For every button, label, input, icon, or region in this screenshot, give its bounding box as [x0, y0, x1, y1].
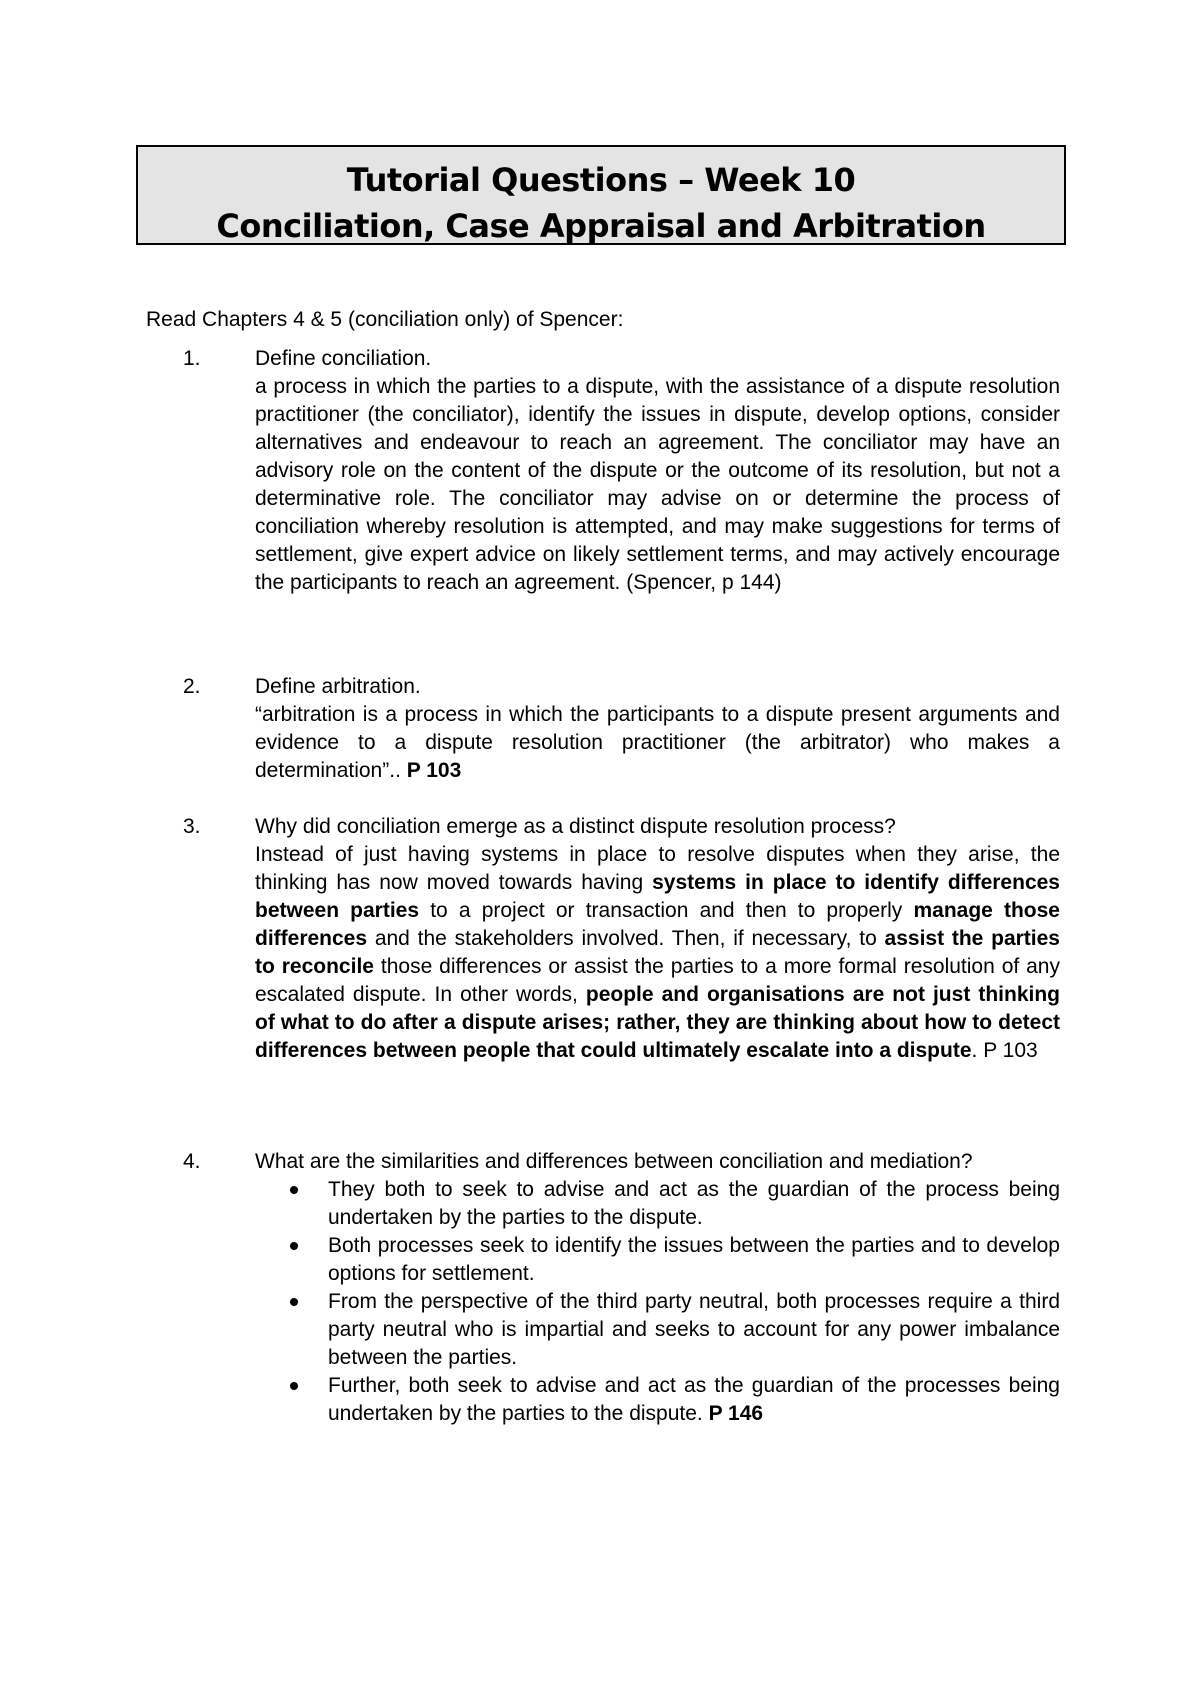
list-item [255, 1176, 1060, 1232]
question-text: Why did conciliation emerge as a distinct dispute resolution process? [255, 815, 896, 838]
answer-part: Instead of just having systems in place to resolve disputes when they arise, the thinking has now moved towards having [255, 843, 1060, 894]
answer-part: and the stakeholders involved. Then, if necessary, to [374, 927, 877, 950]
answer-text: a process in which the parties to a dispute, with the assistance of a dispute resolution practitioner (the conciliator), identify the issues in dispute, develop options, consider alternatives and endeavour to reach an agreement. The conciliator may have an advisory role on the content of the dispute or the outcome of its resolution, but not a determinative role. The conciliator may advise on or determine the process of conciliation whereby resolution is attempted, and may make suggestions for terms of settlement, give expert advice on likely settlement terms, and may actively encourage the participants to reach an agreement. (Spencer, p 144) [255, 375, 1060, 594]
answer-emphasis: systems in place to identify differences between parties [255, 871, 1060, 922]
question-body [255, 1148, 1060, 1428]
list-item [255, 1232, 1060, 1288]
answer-quote: “arbitration is a process in which the participants to a dispute present arguments and evidence to a dispute resolution practitioner (the arbitrator) who makes a determination”.. [255, 703, 1060, 782]
bullet-list [255, 1176, 1060, 1428]
title-line-1: Tutorial Questions – Week 10 [346, 161, 856, 199]
question-number: 2. [183, 675, 201, 698]
list-item-text: Further, both seek to advise and act as the guardian of the processes being undertaken by the parties to the dispute. [328, 1374, 1060, 1425]
question-number: 3. [183, 815, 201, 838]
answer-text [255, 841, 1060, 1065]
list-item-text: Both processes seek to identify the issues between the parties and to develop options for settlement. [328, 1234, 1060, 1285]
question-body [255, 813, 1060, 1065]
list-item [255, 1288, 1060, 1372]
bullet-icon [290, 1382, 298, 1390]
intro-text: Read Chapters 4 & 5 (conciliation only) of Spencer: [146, 308, 624, 331]
question-text: What are the similarities and differences between conciliation and mediation? [255, 1150, 973, 1173]
bullet-icon [290, 1186, 298, 1194]
question-text: Define arbitration. [255, 675, 421, 698]
answer-part: to a project or transaction and then to properly [430, 899, 903, 922]
bullet-icon [290, 1242, 298, 1250]
page-reference: P 146 [708, 1402, 764, 1425]
answer-part: those differences or assist the parties to a more formal resolution of any escalated dispute. In other words, [255, 955, 1060, 1006]
page-reference: P 103 [983, 1039, 1038, 1062]
list-item-text: They both to seek to advise and act as the guardian of the process being undertaken by the parties to the dispute. [328, 1178, 1060, 1229]
question-body [255, 345, 1060, 597]
answer-text [255, 701, 1060, 785]
answer-emphasis: assist the parties to reconcile [255, 927, 1060, 978]
list-item [255, 1372, 1060, 1428]
answer-emphasis: people and organisations are not just thinking of what to do after a dispute arises; rather, they are thinking about how to detect differences between people that could ultimately escalate into a dispute [255, 983, 1060, 1062]
answer-emphasis: manage those differences [255, 899, 1060, 950]
answer-part: . [971, 1039, 978, 1062]
question-text: Define conciliation. [255, 347, 432, 370]
question-number: 4. [183, 1150, 201, 1173]
bullet-icon [290, 1298, 298, 1306]
title-line-2: Conciliation, Case Appraisal and Arbitration [216, 207, 986, 245]
list-item-text: From the perspective of the third party neutral, both processes require a third party neutral who is impartial and seeks to account for any power imbalance between the parties. [328, 1290, 1060, 1369]
question-body [255, 673, 1060, 785]
page-reference: P 103 [406, 759, 462, 782]
title-box [136, 145, 1066, 245]
question-number: 1. [183, 347, 201, 370]
